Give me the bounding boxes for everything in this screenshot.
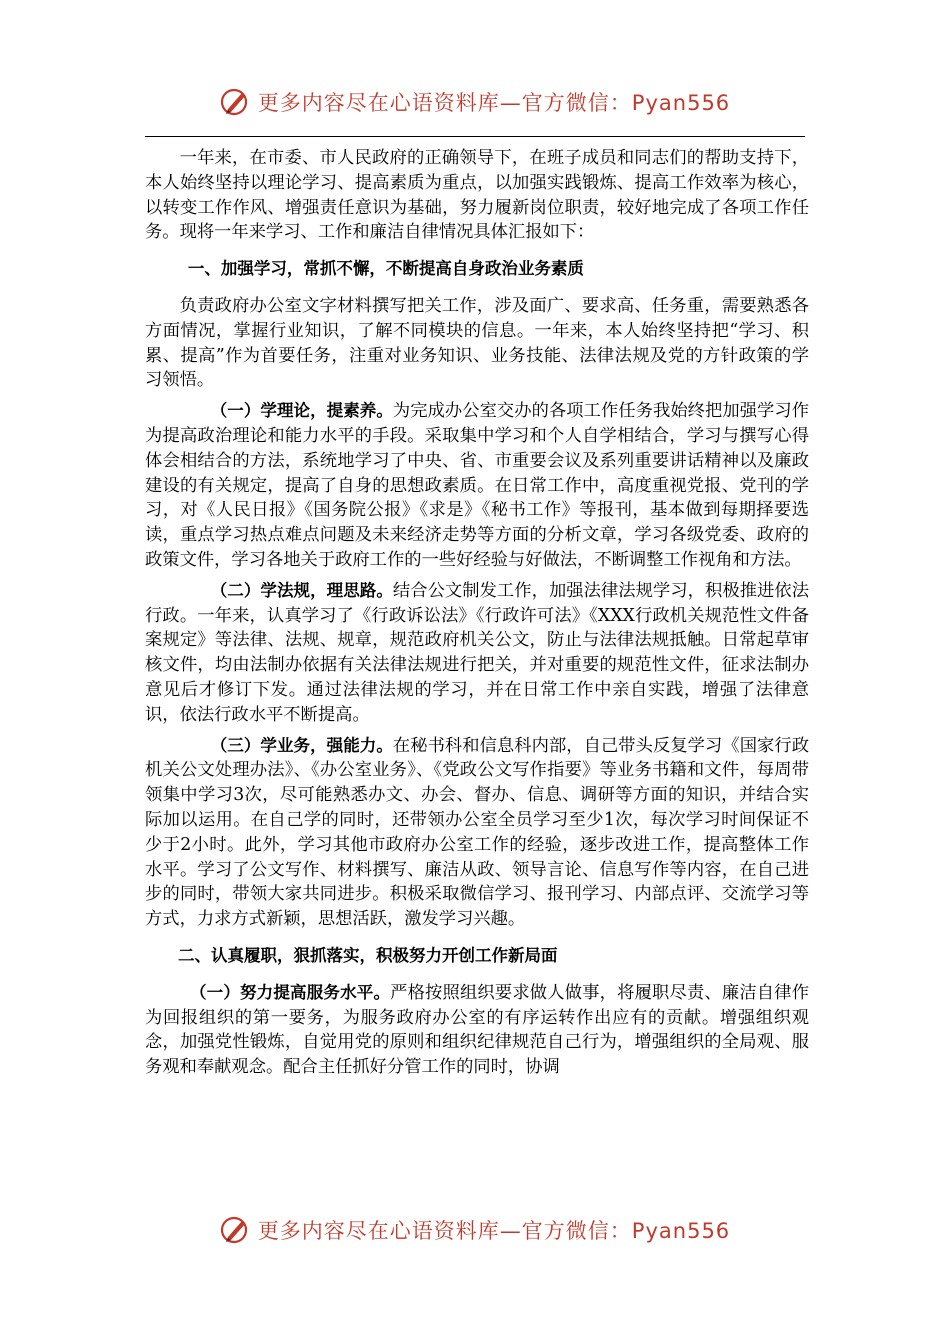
sub-2-lead: （二）学法规，理思路。 bbox=[210, 580, 393, 600]
section-1-sub-3 bbox=[145, 734, 809, 932]
header-banner-text: 更多内容尽在心语资料库—官方微信：Pyan556 bbox=[257, 91, 731, 115]
section-2-sub-1 bbox=[145, 981, 809, 1080]
header-banner bbox=[0, 82, 950, 122]
section-1-sub-2 bbox=[145, 579, 809, 728]
section-1-paragraph: 负责政府办公室文字材料撰写把关工作，涉及面广、要求高、任务重，需要熟悉各方面情况，掌握行业知识，了解不同模块的信息。一年来，本人始终坚持把“学习、积累、提高”作为首要任务，注重对业务知识、业务技能、法律法规及党的方针政策的学习领悟。 bbox=[145, 295, 809, 391]
section-2-sub-1-lead: （一）努力提高服务水平。 bbox=[189, 982, 391, 1002]
section-1-sub-1 bbox=[145, 399, 809, 573]
section-2-heading: 二、认真履职，狠抓落实，积极努力开创工作新局面 bbox=[178, 945, 558, 965]
footer-banner-text: 更多内容尽在心语资料库—官方微信：Pyan556 bbox=[257, 1219, 731, 1243]
sub-1-lead: （一）学理论，提素养。 bbox=[210, 401, 393, 421]
section-1-heading: 一、加强学习，常抓不懈，不断提高自身政治业务素质 bbox=[187, 259, 584, 279]
sub-2-text: 结合公文制发工作，加强法律法规学习，积极推进依法行政。一年来，认真学习了《行政诉讼法》《行政许可法》《XXX行政机关规范性文件备案规定》等法律、法规、规章，规范政府机关公文，防止与法律法规抵触。日常起草审核文件，均由法制办依据有关法律法规进行把关，并对重要的规范性文件，征求法制办意见后才修订下发。通过法律法规的学习，并在日常工作中亲自实践，增强了法律意识，依法行政水平不断提高。 bbox=[145, 580, 809, 725]
footer-banner bbox=[0, 1210, 950, 1250]
document-body bbox=[145, 146, 809, 1086]
header-divider bbox=[145, 136, 805, 137]
sub-1-text: 为完成办公室交办的各项工作任务我始终把加强学习作为提高政治理论和能力水平的手段。采取集中学习和个人自学相结合，学习与撰写心得体会相结合的方法，系统地学习了中央、省、市重要会议及系列重要讲话精神以及廉政建设的有关规定，提高了自身的思想政素质。在日常工作中，高度重视党报、党刊的学习，对《人民日报》《国务院公报》《求是》《秘书工作》等报刊，基本做到每期择要选读，重点学习热点难点问题及未来经济走势等方面的分析文章，学习各级党委、政府的政策文件，学习各地关于政府工作的一些好经验与好做法，不断调整工作视角和方法。 bbox=[145, 401, 809, 570]
sub-3-lead: （三）学业务，强能力。 bbox=[210, 735, 393, 755]
pen-circle-icon bbox=[220, 1215, 250, 1245]
section-2-sub-1-text: 严格按照组织要求做人做事，将履职尽责、廉洁自律作为回报组织的第一要务，为服务政府办公室的有序运转作出应有的贡献。增强组织观念，加强党性锻炼，自觉用党的原则和组织纪律规范自己行为，增强组织的全局观、服务观和奉献观念。配合主任抓好分管工作的同时，协调 bbox=[145, 982, 809, 1078]
sub-3-text: 在秘书科和信息科内部，自己带头反复学习《国家行政机关公文处理办法》、《办公室业务》、《党政公文写作指要》等业务书籍和文件，每周带领集中学习3次，尽可能熟悉办文、办会、督办、信息、调研等方面的知识，并结合实际加以运用。在自己学的同时，还带领办公室全员学习至少1次，每次学习时间保证不少于2小时。此外，学习其他市政府办公室工作的经验，逐步改进工作，提高整体工作水平。学习了公文写作、材料撰写、廉洁从政、领导言论、信息写作等内容，在自己进步的同时，带领大家共同进步。积极采取微信学习、报刊学习、内部点评、交流学习等方式，力求方式新颖，思想活跃，激发学习兴趣。 bbox=[145, 735, 809, 930]
pen-circle-icon bbox=[220, 87, 250, 117]
intro-paragraph: 一年来，在市委、市人民政府的正确领导下，在班子成员和同志们的帮助支持下，本人始终坚持以理论学习、提高素质为重点，以加强实践锻炼、提高工作效率为核心，以转变工作作风、增强责任意识为基础，努力履新岗位职责，较好地完成了各项工作任务。现将一年来学习、工作和廉洁自律情况具体汇报如下： bbox=[145, 148, 809, 243]
